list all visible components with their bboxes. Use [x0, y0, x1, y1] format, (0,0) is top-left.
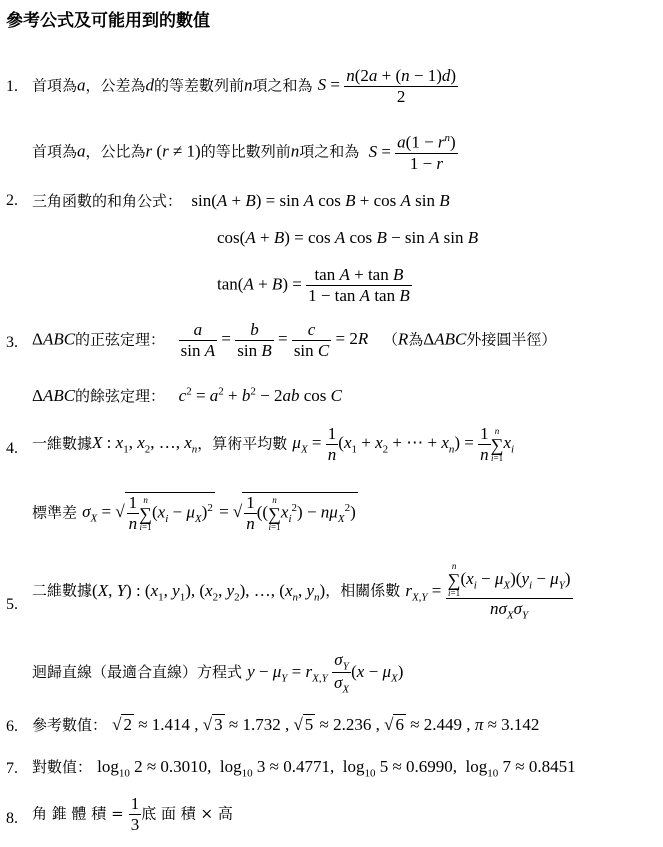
- log-values: 對數值： $\log_{10} 2 \approx 0.3010$, $\log_{10} 3 \approx 0.4771$, $\log_{10} 5 \approx 0.6990$, $\log_{10} 7 \approx 0.8451$: [32, 757, 576, 780]
- mean-formula: 一維數據X : $x_1$, $x_2$, …, $x_n$，算術平均數 $\mu_X$ = $\frac{1}{n}$ ($x_1 + x_2$ + ⋯ + $x_n$) = $\frac{1}{n}$ n ∑ i=1 $x_i$: [32, 424, 515, 464]
- reference-values: 參考數值： √ 2 ≈ 1.414 , √ 3 ≈ 1.732 , √ 5 ≈ 2.236 , √ 6 ≈ 2.449 , π ≈ 3.142: [32, 715, 540, 734]
- law-of-sines: ΔABC的正弦定理： $\frac{a}{\text{sin A}}$ = $\frac{b}{\text{sin B}}$ = $\frac{c}{\text{sin C}}$ = 2R （R為ΔABC外接圓半徑）: [32, 320, 557, 360]
- item-number: 6.: [6, 718, 18, 735]
- arithmetic-series-line: 首項為a，公差為d的等差數列前n項之和為 S = $\frac{n(2a + (n - 1)d)}{2}$: [32, 66, 457, 106]
- regression-line-formula: 迴歸直線（最適合直線）方程式 $y - \mu_Y = r_{X,Y}$ $\frac{\sigma_Y}{\sigma_X}$ $(x - \mu_X)$: [32, 650, 404, 696]
- correlation-formula: 二維數據(X, Y) : ($x_1$, $y_1$), ($x_2$, $y_2$), …, ($x_n$, $y_n$)，相關係數 $r_{X,Y}$ = n ∑ i=1 $(x_i - \mu_X)(y_i - \mu_Y)$ $n\sigma_X\sigma_Y$: [32, 561, 571, 622]
- std-dev-formula: 標準差 $\sigma_X$ = √ $\frac{1}{n}$ n ∑ i=1 $(x_i - \mu_X)^2$ = √ $\frac{1}{n}$ (( n ∑ i=1 $x_i^2) - n\mu_X^2$): [32, 493, 356, 533]
- geometric-series-line: 首項為a，公比為r (r ≠ 1)的等比數列前n項之和為 S = $\frac{a(1 - r^n)}{1 - r}$: [32, 132, 456, 173]
- item-number: 2.: [6, 192, 18, 209]
- sum-angle-cos: cos(A + B) = cos A cos B − sin A sin B: [217, 228, 479, 247]
- sum-angle-sin: 三角函數的和角公式： sin(A + B) = sin A cos B + cos A sin B: [32, 191, 450, 210]
- item-number: 3.: [6, 334, 18, 351]
- law-of-cosines: ΔABC的餘弦定理： $c^2 = a^2 + b^2 - 2ab$ cos C: [32, 385, 342, 405]
- item-number: 1.: [6, 78, 18, 95]
- item-number: 5.: [6, 596, 18, 613]
- page-title: 參考公式及可能用到的數值: [6, 11, 210, 31]
- pyramid-volume: 角 錐 體 積 = $\frac{1}{3}$ 底 面 積 × 高: [32, 794, 233, 834]
- item-number: 8.: [6, 810, 18, 827]
- item-number: 7.: [6, 760, 18, 777]
- sum-angle-tan: tan(A + B) = $\frac{\text{tan A + tan B}}{\text{1 − tan A tan B}}$: [217, 265, 410, 305]
- item-number: 4.: [6, 440, 18, 457]
